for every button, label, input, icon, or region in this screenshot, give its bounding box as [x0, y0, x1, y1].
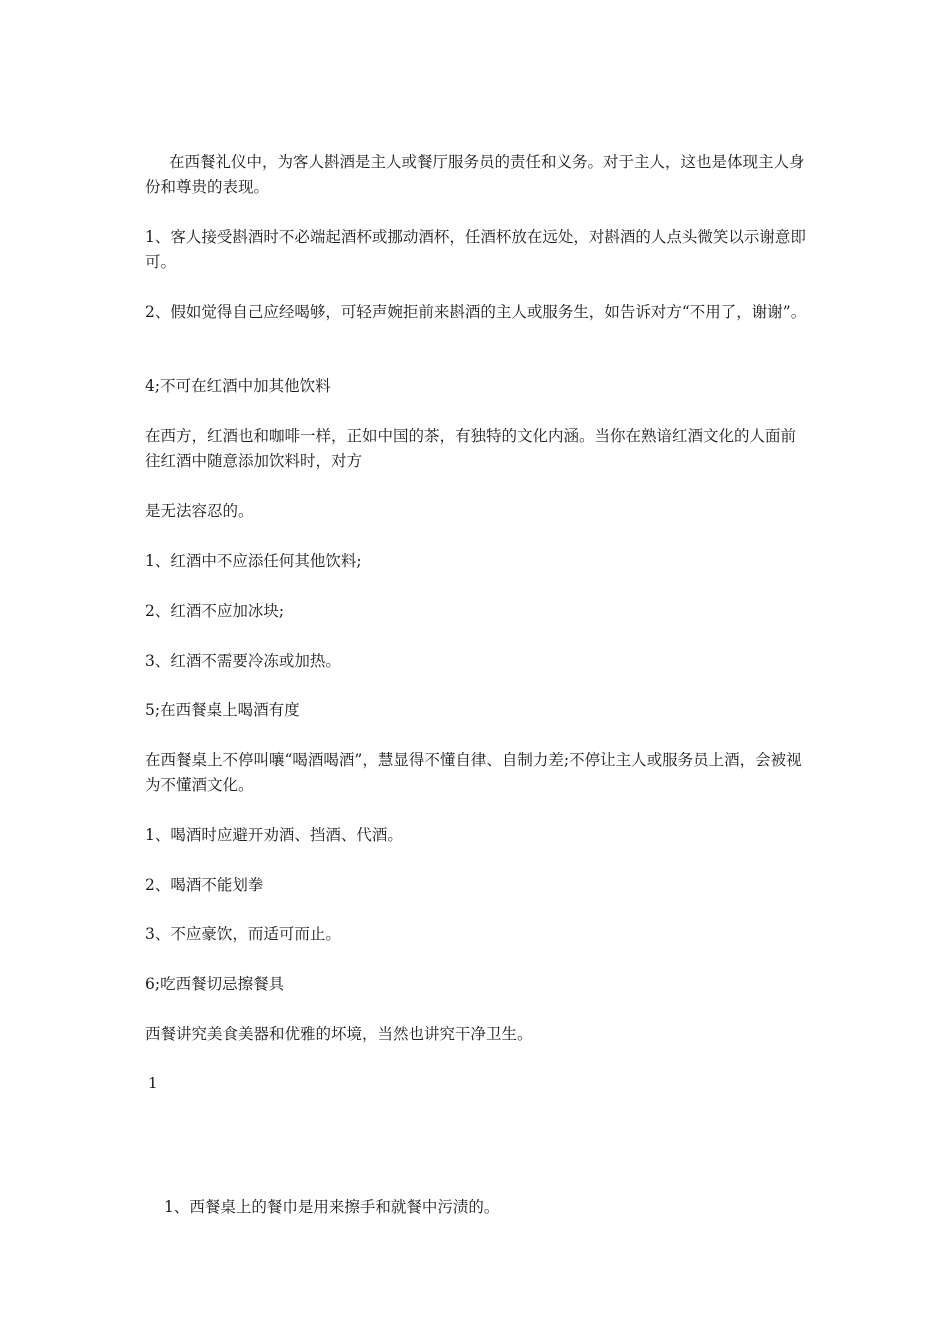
paragraph-body: 在西方，红酒也和咖啡一样，正如中国的茶，有独特的文化内涵。当你在熟谙红酒文化的人面前往红酒中随意添加饮料时，对方	[145, 427, 797, 470]
page-number: 1	[148, 1074, 158, 1092]
paragraph-body: 西餐讲究美食美器和优雅的坏境，当然也讲究干净卫生。	[145, 1025, 533, 1043]
paragraph-item: 2、红酒不应加冰块;	[145, 602, 285, 620]
section-heading: 6;吃西餐切忌擦餐具	[145, 975, 285, 993]
paragraph-item: 2、喝酒不能划拳	[145, 876, 264, 894]
paragraph-item: 3、不应豪饮，而适可而止。	[145, 925, 341, 943]
section-heading: 4;不可在红酒中加其他饮料	[145, 377, 331, 395]
section-heading: 5;在西餐桌上喝酒有度	[145, 701, 300, 719]
paragraph-item: 1、红酒中不应添任何其他饮料;	[145, 552, 362, 570]
paragraph-item: 2、假如觉得自己应经喝够，可轻声婉拒前来斟酒的主人或服务生，如告诉对方“不用了，谢谢”。	[145, 303, 807, 321]
paragraph-item: 3、红酒不需要冷冻或加热。	[145, 652, 341, 670]
paragraph-item: 1、西餐桌上的餐巾是用来擦手和就餐中污渍的。	[164, 1198, 500, 1216]
paragraph-body: 在西餐桌上不停叫嚷“喝酒喝酒”，慧显得不懂自律、自制力差;不停让主人或服务员上酒，会被视为不懂酒文化。	[145, 751, 802, 794]
paragraph-intro: 在西餐礼仪中，为客人斟酒是主人或餐厅服务员的责任和义务。对于主人，这也是体现主人身份和尊贵的表现。	[145, 153, 805, 196]
paragraph-body: 是无法容忍的。	[145, 502, 254, 520]
paragraph-item: 1、喝酒时应避开劝酒、挡酒、代酒。	[145, 826, 403, 844]
paragraph-item: 1、客人接受斟酒时不必端起酒杯或挪动酒杯，任酒杯放在远处，对斟酒的人点头微笑以示谢意即可。	[145, 228, 806, 271]
